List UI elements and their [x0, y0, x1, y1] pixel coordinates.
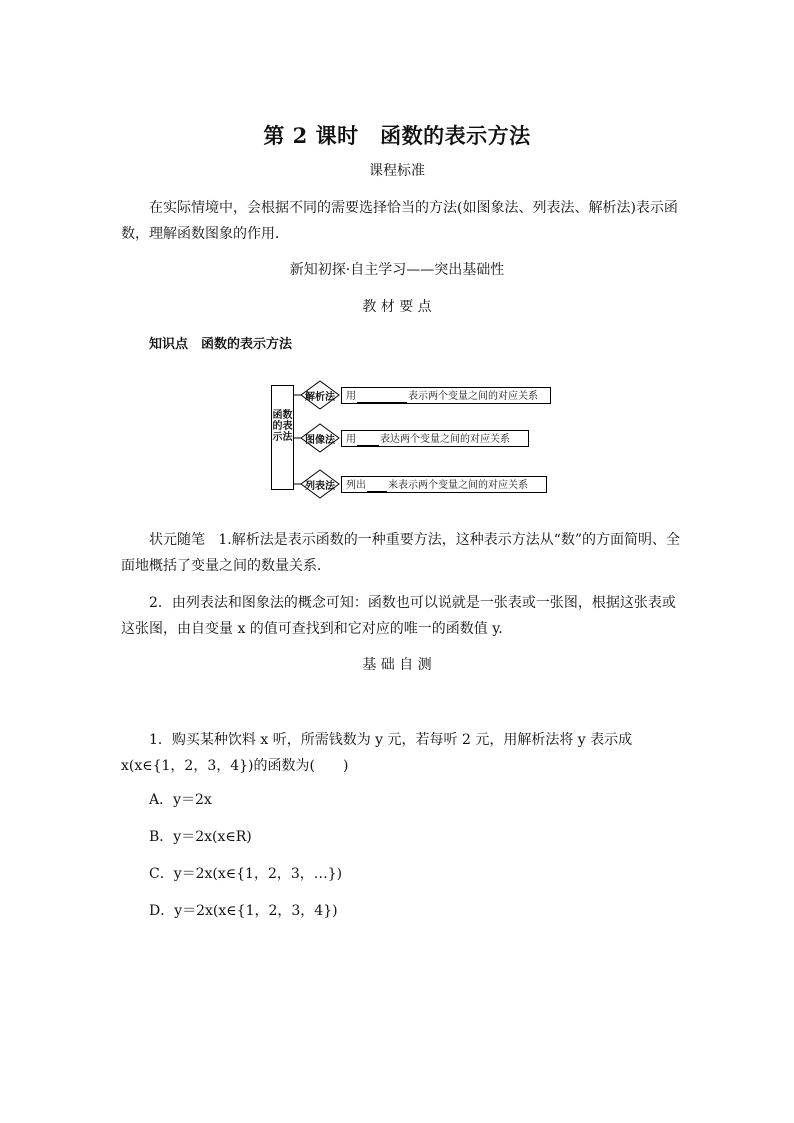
- fill-blank: [357, 391, 407, 403]
- box-prefix: 列出: [346, 480, 366, 491]
- box-suffix: 表达两个变量之间的对应关系: [380, 434, 510, 445]
- fill-blank: [367, 480, 387, 492]
- knowledge-point-heading: 知识点 函数的表示方法: [149, 337, 293, 352]
- vertical-label: 函数的表示法: [272, 410, 293, 443]
- diagram-label-table: 列表法: [305, 481, 335, 492]
- diagram-box-table: [341, 476, 547, 493]
- self-test-heading: 基 础 自 测: [362, 657, 432, 673]
- course-standard-heading: 课程标准: [369, 163, 425, 179]
- page-title: 第 2 课时 函数的表示方法: [263, 123, 531, 148]
- course-standard-text: 在实际情境中，会根据不同的需要选择恰当的方法(如图象法、列表法、解析法)表示函数，理解函数图象的作用．: [121, 200, 678, 242]
- option-d: D．y＝2x(x∈{1，2，3，4}): [149, 903, 338, 919]
- box-suffix: 表示两个变量之间的对应关系: [408, 391, 538, 402]
- question-1-stem: 1．购买某种饮料 x 听，所需钱数为 y 元，若每听 2 元，用解析法将 y 表示成 x(x∈{1，2，3，4})的函数为( ): [121, 732, 633, 774]
- diagram-box-analytic: [341, 387, 551, 404]
- textbook-points-heading: 教 材 要 点: [362, 299, 432, 315]
- box-prefix: 用: [346, 434, 356, 445]
- note-2: 2．由列表法和图象法的概念可知：函数也可以说就是一张表或一张图，根据这张表或这张图，由自变量 x 的值可查找到和它对应的唯一的函数值 y.: [121, 595, 676, 637]
- representation-methods-diagram: [268, 380, 558, 500]
- box-suffix: 来表示两个变量之间的对应关系: [388, 480, 528, 491]
- diagram-label-analytic: 解析法: [305, 392, 335, 403]
- option-a: A．y＝2x: [149, 792, 212, 808]
- notes-label: 状元随笔: [149, 532, 205, 548]
- box-prefix: 用: [346, 391, 356, 402]
- option-c: C．y＝2x(x∈{1，2，3，…}): [149, 866, 343, 882]
- diagram-box-graph: [341, 430, 529, 447]
- note-1-text: 1.解析法是表示函数的一种重要方法，这种表示方法从“数”的方面简明、全面地概括了变量之间的数量关系．: [121, 532, 681, 574]
- fill-blank: [357, 434, 379, 446]
- vertical-label-box: [271, 385, 294, 490]
- note-1: [121, 527, 681, 579]
- section-heading: 新知初探·自主学习——突出基础性: [289, 262, 505, 278]
- diagram-label-graph: 图像法: [305, 435, 335, 446]
- option-b: B．y＝2x(x∈R): [149, 829, 252, 845]
